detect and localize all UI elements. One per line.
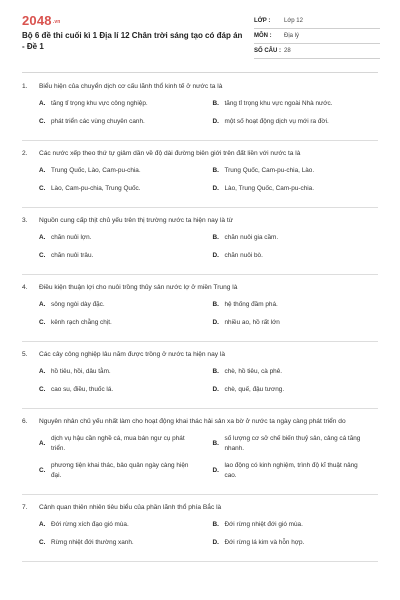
answer-option-a[interactable]: [39, 99, 205, 109]
question-text: Điều kiện thuận lợi cho nuôi trồng thủy sản nước lợ ở miền Trung là: [39, 284, 238, 291]
question-number: 2.: [22, 150, 28, 157]
question-text: Biểu hiện của chuyển dịch cơ cấu lãnh thổ kinh tế ở nước ta là: [39, 83, 223, 90]
meta-row-subject: [254, 29, 380, 44]
meta-row-class: [254, 14, 380, 29]
answer-option-c[interactable]: [39, 318, 205, 328]
answer-option-d[interactable]: [213, 117, 379, 127]
answer-option-d[interactable]: [213, 251, 379, 261]
question-text: Các cây công nghiệp lâu năm được trồng ở nước ta hiện nay là: [39, 351, 226, 358]
option-text: sông ngòi dày đặc.: [51, 301, 105, 308]
answer-option-d[interactable]: [213, 318, 379, 328]
meta-label: MÔN :: [254, 33, 272, 39]
option-letter: C.: [39, 538, 46, 546]
question-stem: [22, 417, 378, 427]
meta-label: LỚP :: [254, 18, 271, 24]
logo-text: 2048: [22, 13, 52, 28]
question-stem: [22, 350, 378, 360]
question-text: Nguyên nhân chủ yếu nhất làm cho hoạt động khai thác hải sản xa bờ ở nước ta ngày càng phát triển do: [39, 418, 346, 425]
answer-option-b[interactable]: [213, 520, 379, 530]
answer-options: [22, 99, 378, 134]
question-5: [22, 342, 378, 409]
option-letter: B.: [212, 368, 219, 375]
question-1: [22, 74, 378, 141]
option-text: Lào, Cam-pu-chia, Trung Quốc.: [51, 184, 141, 192]
answer-option-a[interactable]: [39, 367, 205, 377]
option-text: lao động có kinh nghiệm, trình độ kĩ thuật nâng cao.: [224, 462, 358, 479]
question-2: [22, 141, 378, 208]
option-text: chăn nuôi gia cầm.: [224, 234, 279, 241]
option-letter: C.: [39, 466, 46, 474]
meta-value: Địa lý: [284, 33, 300, 39]
answer-option-d[interactable]: [213, 184, 379, 194]
option-text: tăng tỉ trọng khu vực công nghiệp.: [51, 100, 148, 107]
question-stem: [22, 149, 378, 159]
question-list: [0, 74, 400, 562]
answer-options: [22, 300, 378, 335]
answer-option-d[interactable]: [213, 461, 379, 480]
question-number: 1.: [22, 83, 28, 90]
question-6: [22, 409, 378, 495]
meta-label: SỐ CÂU :: [254, 48, 281, 54]
answer-options: [22, 434, 378, 488]
option-text: nhiều ao, hồ rất lớn: [224, 318, 280, 326]
meta-row-question-count: [254, 44, 380, 59]
answer-option-c[interactable]: [39, 538, 205, 548]
answer-option-a[interactable]: [39, 434, 205, 453]
option-text: cao su, điều, thuốc lá.: [51, 385, 114, 393]
option-text: phát triển các vùng chuyên canh.: [51, 117, 145, 125]
answer-option-c[interactable]: [39, 184, 205, 194]
option-letter: B.: [212, 521, 219, 528]
exam-meta-info: [254, 14, 380, 59]
answer-options: [22, 166, 378, 201]
answer-options: [22, 520, 378, 555]
option-text: Rừng nhiệt đới thường xanh.: [51, 538, 134, 546]
meta-value: Lớp 12: [284, 18, 303, 24]
question-text: Nguồn cung cấp thịt chủ yếu trên thị trường nước ta hiện nay là từ: [39, 217, 234, 224]
option-letter: A.: [39, 521, 46, 528]
answer-option-b[interactable]: [213, 434, 379, 453]
option-text: hệ thống đầm phá.: [224, 301, 278, 308]
option-letter: C.: [39, 385, 46, 393]
answer-option-a[interactable]: [39, 300, 205, 310]
option-letter: C.: [39, 318, 46, 326]
option-letter: C.: [39, 184, 46, 192]
logo-domain: .vn: [52, 19, 61, 25]
option-letter: B.: [212, 100, 219, 107]
option-text: chè, quế, đậu tương.: [224, 385, 285, 393]
answer-option-b[interactable]: [213, 99, 379, 109]
option-letter: D.: [212, 385, 219, 393]
option-text: Đới rừng xích đạo gió mùa.: [51, 521, 129, 528]
answer-option-b[interactable]: [213, 300, 379, 310]
answer-option-a[interactable]: [39, 520, 205, 530]
answer-option-c[interactable]: [39, 251, 205, 261]
option-letter: C.: [39, 251, 46, 259]
answer-option-c[interactable]: [39, 461, 205, 480]
question-number: 4.: [22, 284, 28, 291]
option-letter: D.: [212, 117, 219, 125]
option-text: chè, hồ tiêu, cà phê.: [224, 368, 283, 375]
option-text: dịch vụ hậu cần nghề cá, mua bán ngư cụ phát triển.: [51, 435, 185, 452]
option-text: Đới rừng lá kim và hỗn hợp.: [224, 538, 305, 546]
question-number: 5.: [22, 351, 28, 358]
document-title: Bộ 6 đề thi cuối kì 1 Địa lí 12 Chân trời sáng tạo có đáp án - Đề 1: [22, 31, 243, 51]
option-letter: A.: [39, 167, 46, 174]
option-text: chăn nuôi lợn.: [51, 234, 92, 241]
option-letter: A.: [39, 301, 46, 308]
option-letter: A.: [39, 234, 46, 241]
option-text: chăn nuôi trâu.: [51, 251, 94, 259]
site-logo[interactable]: [22, 13, 61, 28]
option-letter: D.: [212, 318, 219, 326]
answer-option-c[interactable]: [39, 117, 205, 127]
option-letter: B.: [212, 301, 219, 308]
option-letter: B.: [212, 234, 219, 241]
answer-options: [22, 233, 378, 268]
answer-option-d[interactable]: [213, 385, 379, 395]
option-text: số lượng cơ sở chế biến thuỷ sản, cảng cá tăng nhanh.: [224, 435, 361, 452]
question-text: Cảnh quan thiên nhiên tiêu biểu của phần lãnh thổ phía Bắc là: [39, 504, 222, 511]
question-stem: [22, 82, 378, 92]
option-letter: A.: [39, 100, 46, 107]
question-number: 3.: [22, 217, 28, 224]
option-text: phương tiện khai thác, bảo quản ngày càng hiện đại.: [51, 462, 189, 479]
option-text: một số hoạt động dịch vụ mới ra đời.: [224, 117, 329, 125]
option-text: tăng tỉ trọng khu vực ngoài Nhà nước.: [224, 100, 333, 107]
option-letter: D.: [212, 184, 219, 192]
meta-value: 28: [284, 48, 291, 54]
answer-option-a[interactable]: [39, 233, 205, 243]
option-text: hồ tiêu, hồi, dâu tằm.: [51, 368, 111, 375]
answer-option-b[interactable]: [213, 166, 379, 176]
answer-option-c[interactable]: [39, 385, 205, 395]
answer-options: [22, 367, 378, 402]
option-letter: D.: [212, 538, 219, 546]
option-text: chăn nuôi bò.: [224, 251, 263, 259]
option-letter: C.: [39, 117, 46, 125]
question-stem: [22, 503, 378, 513]
option-text: Trung Quốc, Cam-pu-chia, Lào.: [224, 167, 315, 174]
answer-option-d[interactable]: [213, 538, 379, 548]
option-letter: A.: [39, 439, 46, 447]
answer-option-b[interactable]: [213, 233, 379, 243]
option-letter: B.: [212, 439, 219, 447]
option-letter: A.: [39, 368, 46, 375]
question-number: 7.: [22, 504, 28, 511]
option-text: kênh rạch chằng chịt.: [51, 318, 112, 326]
option-letter: D.: [212, 251, 219, 259]
question-text: Các nước xếp theo thứ tự giảm dần về độ dài đường biên giới trên đất liền với nước ta là: [39, 150, 301, 157]
answer-option-b[interactable]: [213, 367, 379, 377]
question-stem: [22, 283, 378, 293]
option-letter: D.: [212, 466, 219, 474]
document-header: [0, 0, 400, 74]
answer-option-a[interactable]: [39, 166, 205, 176]
question-4: [22, 275, 378, 342]
question-stem: [22, 216, 378, 226]
option-text: Trung Quốc, Lào, Cam-pu-chia.: [51, 167, 141, 174]
option-letter: B.: [212, 167, 219, 174]
question-7: [22, 495, 378, 562]
question-3: [22, 208, 378, 275]
question-number: 6.: [22, 418, 28, 425]
option-text: Lào, Trung Quốc, Cam-pu-chia.: [224, 184, 315, 192]
header-divider: [22, 72, 378, 73]
option-text: Đới rừng nhiệt đới gió mùa.: [224, 521, 303, 528]
